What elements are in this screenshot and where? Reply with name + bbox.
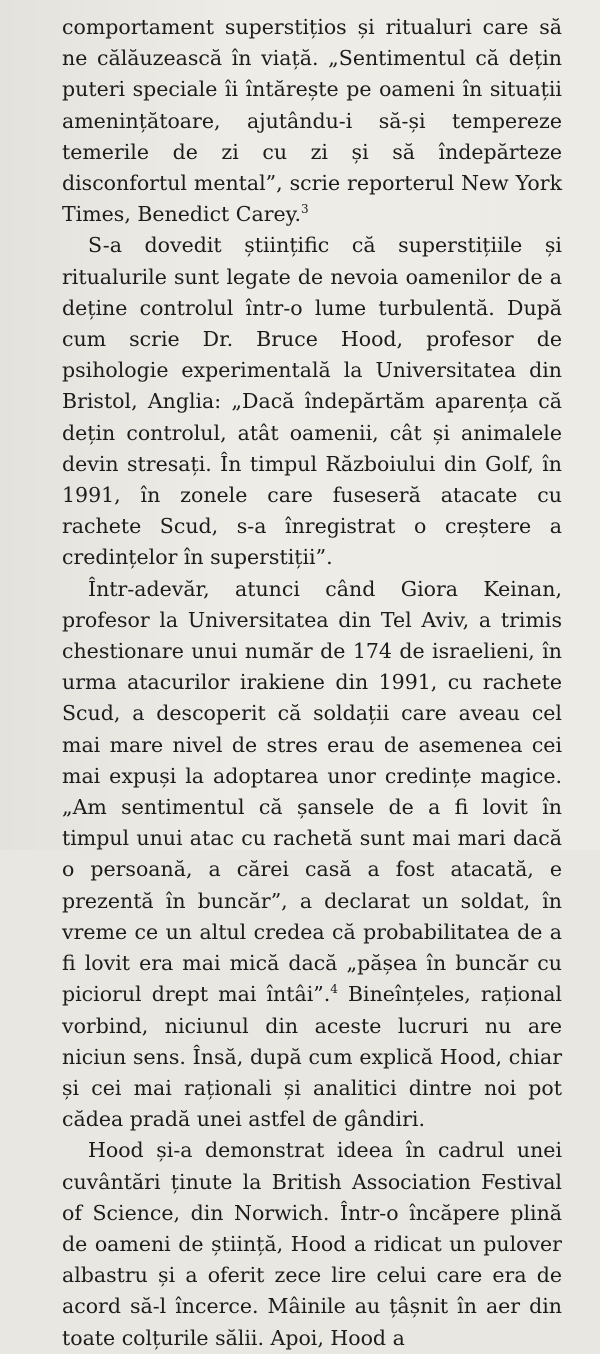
- paragraph-1: [62, 12, 562, 230]
- paragraph-3-text: Într-adevăr, atunci când Giora Keinan, profesor la Universitatea din Tel Aviv, a trimis chestionare unui număr de 174 de israelieni, în urma atacurilor irakiene din 1991, cu rachete Scud, a descoperit că soldații care aveau cel mai mare nivel de stres erau de asemenea cei mai expuși la adoptarea unor credințe magice. „Am sentimentul că șansele de a fi lovit în timpul unui atac cu rachetă sunt mai mari dacă o persoană, a cărei casă a fost atacată, e prezentă în buncăr”, a declarat un soldat, în vreme ce un altul credea că probabilitatea de a fi lovit era mai mică dacă „pășea în buncăr cu piciorul drept mai întâi”.: [62, 576, 562, 1007]
- paragraph-4: [62, 1135, 562, 1353]
- paragraph-3: [62, 574, 562, 1136]
- paragraph-4-text: Hood și-a demonstrat ideea în cadrul unei cuvântări ținute la British Association Festival of Science, din Norwich. Într-o încăpere plină de oameni de știință, Hood a ridicat un pulover albastru și a oferit zece lire celui care era de acord să-l încerce. Mâinile au țâșnit în aer din toate colțurile sălii. Apoi, Hood a: [62, 1138, 562, 1350]
- footnote-marker-3: 3: [301, 202, 309, 217]
- body-text: [62, 12, 562, 1354]
- paragraph-1-text: comportament superstițios și ritualuri care să ne călăuzească în viață. „Sentimentul că dețin puteri speciale îi întărește pe oameni în situații amenințătoare, ajutându-i să-și tempereze temerile de zi cu zi și să îndepărteze disconfortul mental”, scrie reporterul New York Times, Benedict Carey.: [62, 15, 562, 227]
- paragraph-3-tail: Bineînțeles, rațional vorbind, niciunul din aceste lucruri nu are niciun sens. Însă, după cum explică Hood, chiar și cei mai raționali și analitici dintre noi pot cădea pradă unei astfel de gândiri.: [62, 982, 562, 1132]
- paragraph-2: [62, 230, 562, 573]
- paragraph-2-text: S-a dovedit științific că superstițiile și ritualurile sunt legate de nevoia oamenilor de a deține controlul într-o lume turbulentă. După cum scrie Dr. Bruce Hood, profesor de psihologie experimentală la Universitatea din Bristol, Anglia: „Dacă îndepărtăm aparența că dețin controlul, atât oamenii, cât și animalele devin stresați. În timpul Războiului din Golf, în 1991, în zonele care fuseseră atacate cu rachete Scud, s-a înregistrat o creștere a credințelor în superstiții”.: [62, 233, 562, 570]
- footnote-marker-4: 4: [330, 982, 338, 997]
